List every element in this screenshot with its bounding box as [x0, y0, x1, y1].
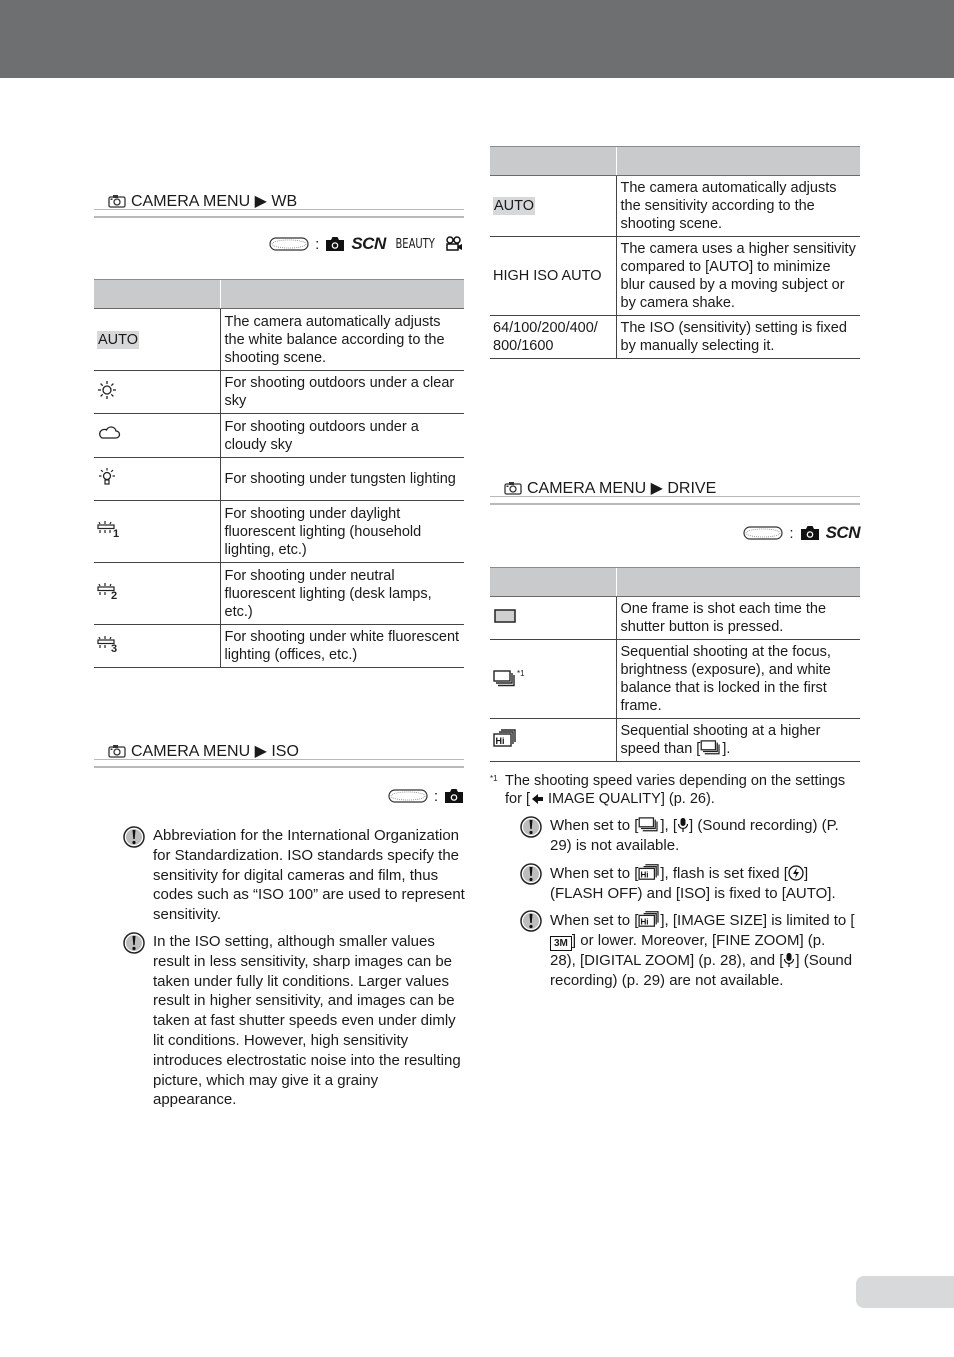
page-number-tab: [856, 1276, 954, 1308]
option-label: 64/100/200/400/ 800/1600: [490, 316, 616, 359]
scn-mode-label: SCN: [825, 523, 860, 542]
table-row: [490, 237, 860, 316]
hi-sequential-icon: [638, 863, 660, 881]
fluorescent-2-icon: [97, 582, 121, 600]
sunny-icon: [97, 380, 117, 400]
table-row: Hi Sequential shooting at a higher speed than [ ].: [490, 719, 860, 762]
caution-icon: [123, 826, 145, 848]
beauty-mode-label: BEAUTY: [395, 236, 435, 252]
table-row: [94, 458, 464, 501]
mode-dial-icon: [743, 524, 783, 542]
drive-note-2: When set to [ Hi ], flash is set fixed [ ] (FLASH OFF) and [ISO] is fixed to [AUTO].: [550, 863, 855, 904]
fluorescent-1-icon: [97, 520, 121, 538]
menu-label: CAMERA MENU: [131, 193, 251, 210]
camera-mode-icon: [444, 788, 464, 804]
iso-options-table: [490, 146, 860, 359]
iso-note-1: Abbreviation for the International Organization for Standardization. ISO standards specify the sensitivity for digital cameras and film, thus codes such as “ISO 100” are used to represent sensitivity.: [153, 826, 465, 925]
table-row: [94, 501, 464, 563]
menu-label: CAMERA MENU: [527, 480, 647, 497]
drive-note-1: When set to [ ], [ ] (Sound recording) (P. 29) is not available.: [550, 816, 855, 856]
microphone-icon: [677, 817, 689, 833]
table-row: [490, 640, 860, 719]
option-description: For shooting under neutral fluorescent lighting (desk lamps, etc.): [220, 563, 464, 625]
movie-mode-icon: [444, 236, 464, 252]
menu-label: CAMERA MENU: [131, 743, 251, 760]
option-description: For shooting under white fluorescent lighting (offices, etc.): [220, 625, 464, 668]
arrow-right-icon: ▶: [254, 193, 267, 210]
option-description: For shooting outdoors under a clear sky: [220, 371, 464, 414]
wb-options-table: [94, 279, 464, 668]
sequential-icon: [638, 817, 660, 833]
arrow-right-icon: ▶: [650, 480, 663, 497]
auto-label: AUTO: [494, 198, 535, 214]
camera-menu-icon: [108, 194, 126, 208]
option-description: The camera automatically adjusts the white balance according to the shooting scene.: [220, 309, 464, 371]
microphone-icon: [783, 952, 795, 968]
drive-note-3: When set to [ Hi ], [IMAGE SIZE] is limited to [3M ] or lower. Moreover, [FINE ZOOM] (p. 28), [DIGITAL ZOOM] (p. 28), and [ ] (Sound recording) (p. 29) are not available.: [550, 910, 855, 990]
flash-off-icon: [788, 865, 804, 881]
table-row: [94, 371, 464, 414]
svg-text:Hi: Hi: [640, 870, 649, 880]
option-description: The camera uses a higher sensitivity compared to [AUTO] to minimize blur caused by a moving subject or by camera shake.: [616, 237, 860, 316]
table-row: [94, 309, 464, 371]
drive-section-heading: [490, 480, 860, 502]
scn-mode-label: SCN: [351, 234, 386, 253]
table-row: [490, 316, 860, 359]
single-frame-icon: [493, 608, 517, 624]
caution-icon: [520, 910, 542, 932]
option-description: The camera automatically adjusts the sensitivity according to the shooting scene.: [616, 176, 860, 237]
cloudy-icon: [97, 425, 121, 441]
hi-sequential-icon: [493, 728, 517, 748]
hi-sequential-icon: [638, 910, 660, 928]
svg-text:2: 2: [111, 590, 118, 600]
option-description: The ISO (sensitivity) setting is fixed by manually selecting it.: [616, 316, 860, 359]
setting-label: ISO: [271, 743, 299, 760]
option-description: Sequential shooting at a higher speed than [: [620, 723, 821, 757]
option-description: For shooting under daylight fluorescent lighting (household lighting, etc.): [220, 501, 464, 563]
mode-dial-icon: [269, 235, 309, 253]
table-row: [490, 176, 860, 237]
footnote-ref: *1: [517, 669, 525, 678]
iso-note-2: In the ISO setting, although smaller values result in less sensitivity, sharp images can be taken under fully lit conditions. Larger values result in higher sensitivity, and images can be taken at fast shutter speeds even under dimly lit conditions. However, high sensitivity introduces electrostatic noise into the resulting picture, which may give it a grainy appearance.: [153, 932, 465, 1110]
setting-label: WB: [271, 193, 298, 210]
drive-options-table: [490, 567, 860, 762]
option-description: One frame is shot each time the shutter button is pressed.: [616, 597, 860, 640]
arrow-right-icon: ▶: [254, 743, 267, 760]
header-bar: [0, 0, 954, 78]
image-size-3m-icon: 3M: [550, 936, 572, 951]
sequential-icon: [700, 740, 722, 756]
option-description: For shooting outdoors under a cloudy sky: [220, 414, 464, 458]
tungsten-icon: [97, 467, 117, 487]
camera-mode-icon: [325, 236, 345, 252]
camera-mode-icon: [800, 525, 820, 541]
caution-icon: [520, 816, 542, 838]
table-row: [94, 563, 464, 625]
table-row: [490, 597, 860, 640]
option-description: Sequential shooting at the focus, brightness (exposure), and white balance that is locked in the first frame.: [616, 640, 860, 719]
iso-available-modes: :: [340, 785, 464, 807]
drive-footnote: *1 The shooting speed varies depending on the settings for [ IMAGE QUALITY] (p. 26).: [490, 773, 846, 807]
table-row: [94, 414, 464, 458]
option-label: HIGH ISO AUTO: [490, 237, 616, 316]
svg-text:Hi: Hi: [640, 917, 649, 927]
drive-available-modes: : SCN: [700, 522, 860, 544]
svg-text:1: 1: [113, 528, 120, 538]
caution-icon: [123, 932, 145, 954]
svg-text:Hi: Hi: [495, 735, 505, 746]
camera-menu-icon: [108, 744, 126, 758]
image-quality-icon: [530, 792, 544, 806]
auto-label: AUTO: [98, 331, 139, 348]
table-row: [94, 625, 464, 668]
sequential-icon: [493, 670, 517, 688]
iso-section-heading: [94, 743, 464, 765]
camera-menu-icon: [504, 481, 522, 495]
fluorescent-3-icon: [97, 635, 121, 653]
caution-icon: [520, 863, 542, 885]
mode-dial-icon: [388, 787, 428, 805]
wb-available-modes: : SCN BEAUTY: [240, 233, 464, 255]
option-description: For shooting under tungsten lighting: [220, 458, 464, 501]
wb-section-heading: [94, 193, 464, 215]
setting-label: DRIVE: [667, 480, 717, 497]
svg-text:3: 3: [111, 642, 118, 653]
